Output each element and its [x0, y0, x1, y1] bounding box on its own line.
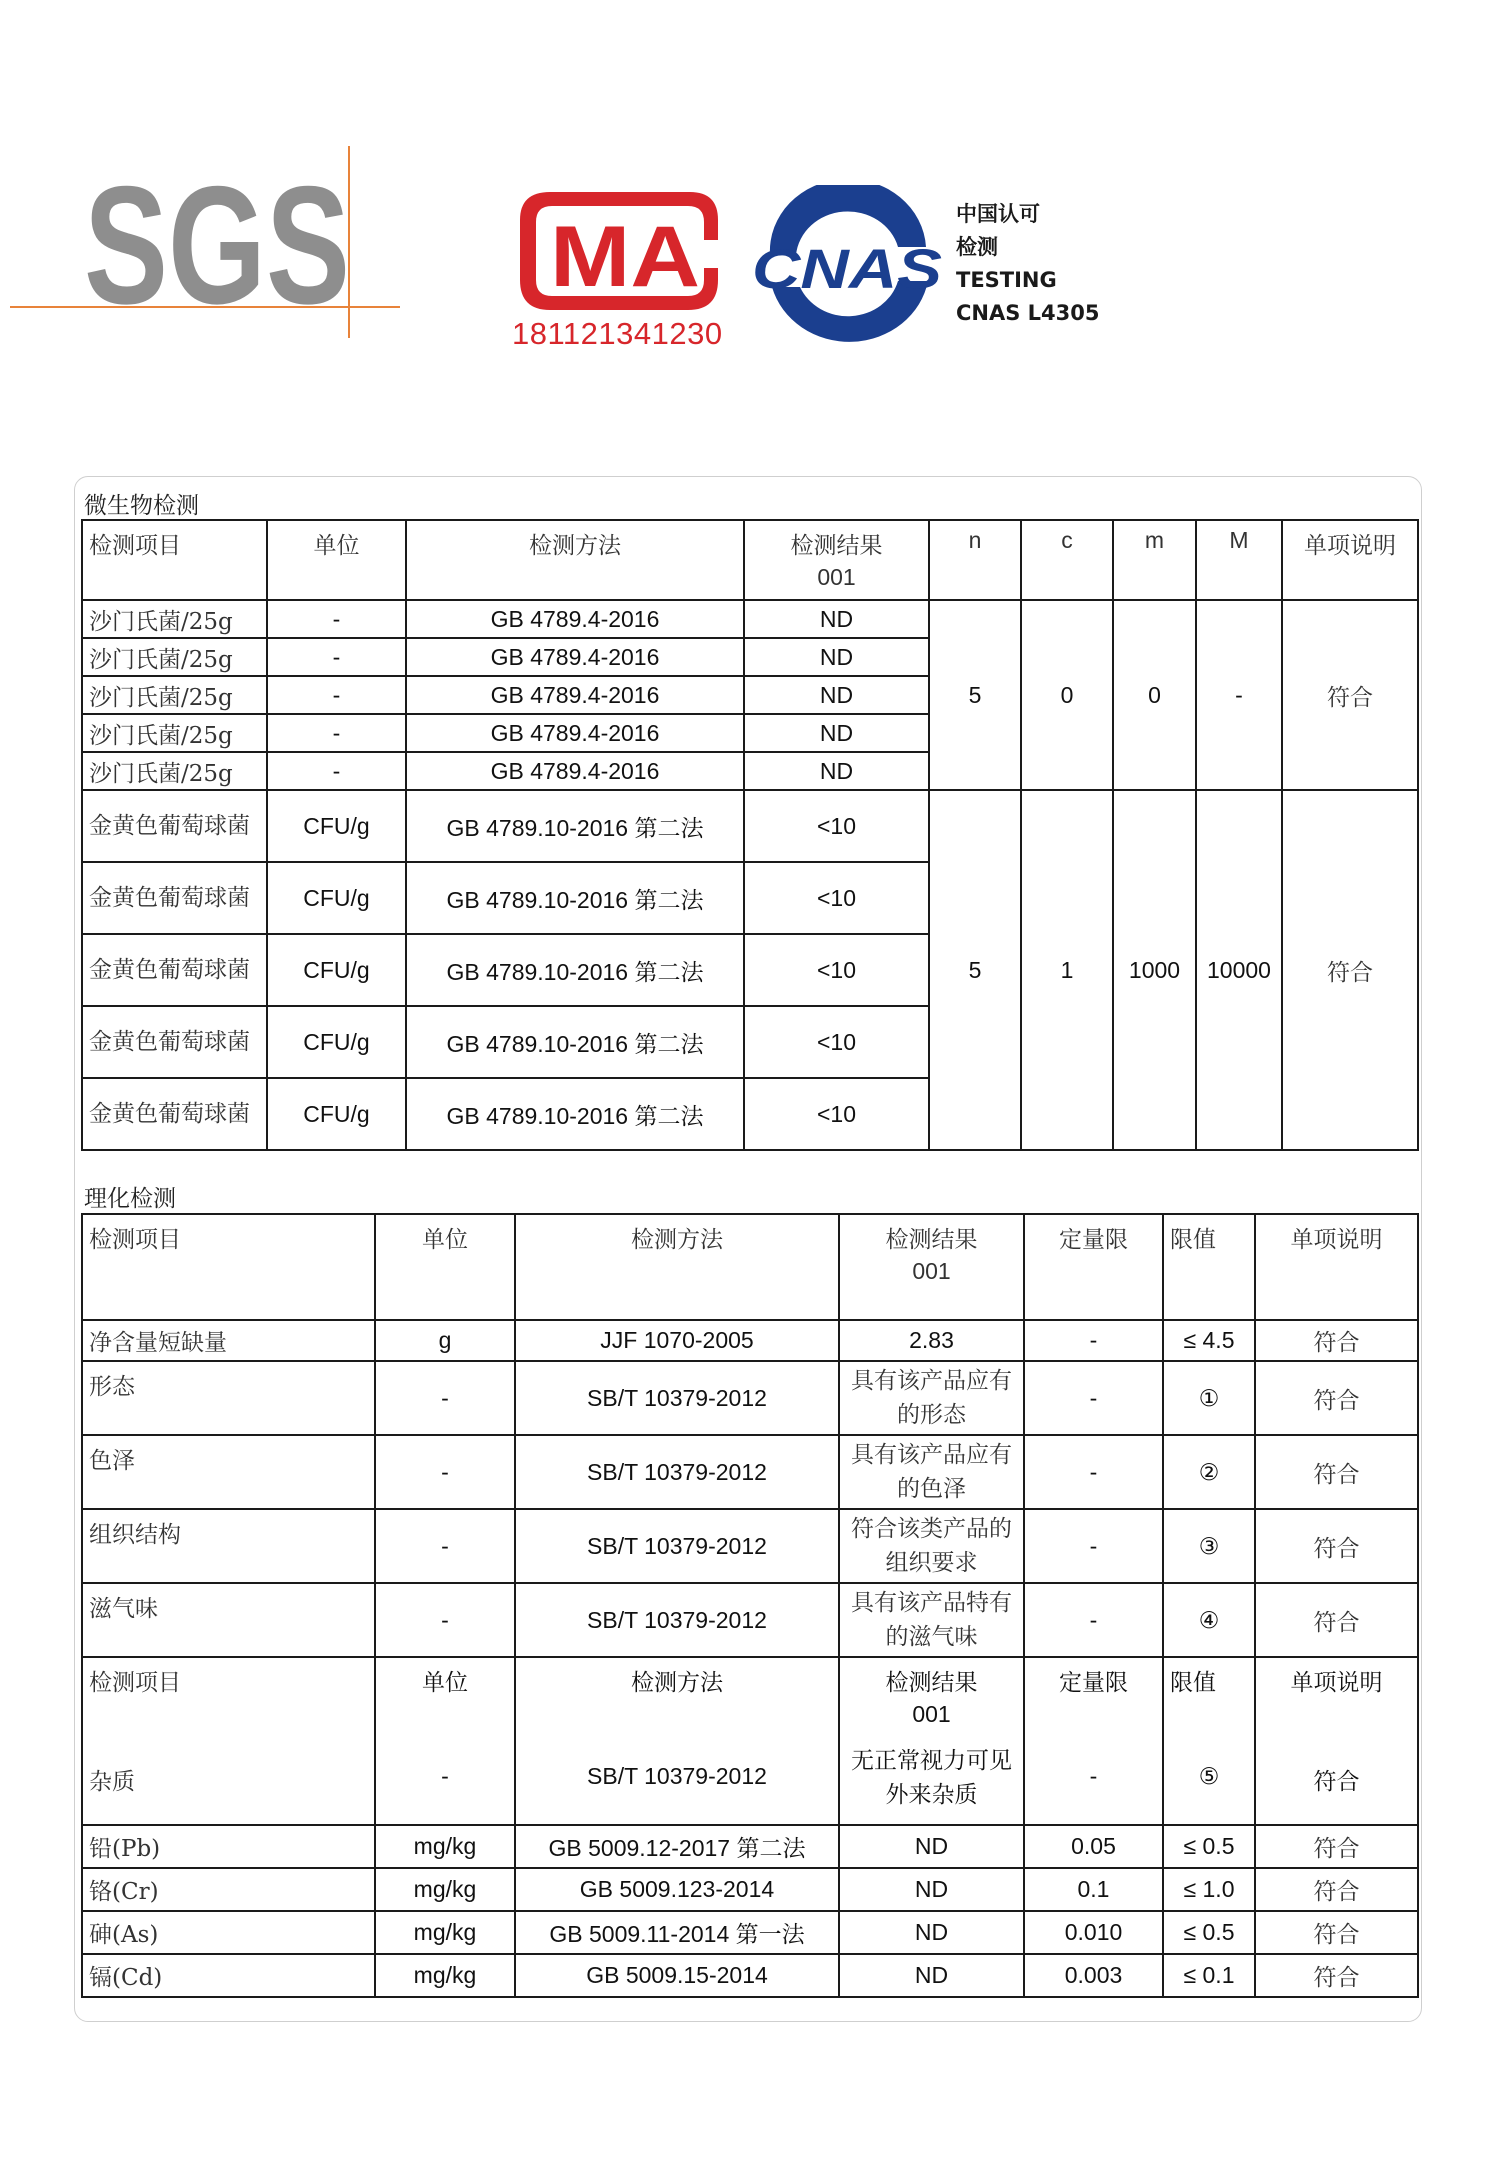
cnas-line: 中国认可	[956, 202, 1040, 226]
unit-value: -	[441, 1763, 449, 1789]
note-cell: 符合	[1255, 1583, 1418, 1657]
item-cell: 沙门氏菌/25g	[82, 752, 267, 790]
col-header: 单位	[267, 520, 406, 600]
item-cell: 金黄色葡萄球菌	[82, 790, 267, 862]
result-cell: 具有该产品应有的形态	[839, 1361, 1024, 1435]
col-header-sample: 001	[912, 1258, 951, 1284]
limit-cell: ≤ 1.0	[1163, 1868, 1255, 1911]
unit-cell: -	[375, 1435, 515, 1509]
m-cell: 1000	[1113, 790, 1196, 1150]
item-cell: 铅(Pb)	[82, 1825, 375, 1868]
limit-value: ⑤	[1198, 1763, 1220, 1789]
unit-cell: CFU/g	[267, 1078, 406, 1150]
result-cell: <10	[744, 1006, 929, 1078]
loq-cell: -	[1024, 1583, 1163, 1657]
col-header: m	[1113, 520, 1196, 600]
col-header: M	[1196, 520, 1282, 600]
cnas-text	[956, 198, 1100, 330]
loq-cell: 0.010	[1024, 1911, 1163, 1954]
result-cell: 符合该类产品的组织要求	[839, 1509, 1024, 1583]
m-cell: 0	[1113, 600, 1196, 790]
c-cell: 1	[1021, 790, 1113, 1150]
limit-cell: ①	[1163, 1361, 1255, 1435]
col-header-result	[839, 1214, 1024, 1320]
cnas-logo-text: CNAS	[752, 237, 942, 300]
limit-cell: ≤ 0.5	[1163, 1911, 1255, 1954]
item-cell: 沙门氏菌/25g	[82, 714, 267, 752]
col-header: 检测方法	[406, 520, 744, 600]
table-row	[82, 1509, 1418, 1583]
unit-cell: mg/kg	[375, 1954, 515, 1997]
col-header: 检测结果	[885, 1227, 978, 1253]
result-cell: ND	[839, 1954, 1024, 1997]
item-cell: 沙门氏菌/25g	[82, 600, 267, 638]
cnas-logo	[748, 185, 948, 345]
table-row	[82, 1911, 1418, 1954]
item-cell: 砷(As)	[82, 1911, 375, 1954]
method-cell: SB/T 10379-2012	[515, 1509, 839, 1583]
item-cell: 金黄色葡萄球菌	[82, 934, 267, 1006]
sgs-logo	[0, 140, 420, 350]
method-cell: GB 4789.4-2016	[406, 676, 744, 714]
unit-cell: -	[375, 1361, 515, 1435]
unit-cell: -	[267, 752, 406, 790]
phys-section-title: 理化检测	[84, 1186, 176, 1212]
method-cell: SB/T 10379-2012	[515, 1435, 839, 1509]
unit-cell: -	[375, 1583, 515, 1657]
col-header: 单位	[422, 1669, 468, 1695]
table-row	[82, 790, 1418, 862]
method-value: SB/T 10379-2012	[587, 1763, 767, 1789]
c-cell: 0	[1021, 600, 1113, 790]
phys-table	[81, 1213, 1419, 1998]
loq-cell	[1024, 1657, 1163, 1825]
unit-cell: CFU/g	[267, 862, 406, 934]
sgs-logo-text: SGS	[84, 151, 350, 339]
note-cell: 符合	[1255, 1954, 1418, 1997]
col-header: c	[1021, 520, 1113, 600]
note-cell: 符合	[1255, 1320, 1418, 1361]
method-cell: GB 4789.10-2016 第二法	[406, 790, 744, 862]
method-cell: GB 4789.10-2016 第二法	[406, 862, 744, 934]
col-header: 定量限	[1024, 1214, 1163, 1320]
method-cell: GB 4789.10-2016 第二法	[406, 1078, 744, 1150]
limit-cell: ③	[1163, 1509, 1255, 1583]
note-cell: 符合	[1255, 1868, 1418, 1911]
method-cell: JJF 1070-2005	[515, 1320, 839, 1361]
cma-number: 181121341230	[512, 316, 723, 351]
unit-cell: -	[267, 638, 406, 676]
item-cell: 金黄色葡萄球菌	[82, 862, 267, 934]
result-cell: 具有该产品应有的色泽	[839, 1435, 1024, 1509]
result-cell: <10	[744, 790, 929, 862]
loq-cell: -	[1024, 1435, 1163, 1509]
item-cell: 形态	[82, 1361, 375, 1435]
col-header: n	[929, 520, 1021, 600]
method-cell: SB/T 10379-2012	[515, 1583, 839, 1657]
col-header: 单项说明	[1282, 520, 1418, 600]
result-cell: ND	[839, 1825, 1024, 1868]
note-cell: 符合	[1255, 1435, 1418, 1509]
result-cell: ND	[839, 1868, 1024, 1911]
table-row	[82, 1825, 1418, 1868]
result-cell: <10	[744, 934, 929, 1006]
table-row	[82, 1583, 1418, 1657]
result-cell: <10	[744, 862, 929, 934]
col-header: 单项说明	[1290, 1670, 1383, 1696]
M-cell: 10000	[1196, 790, 1282, 1150]
table-row	[82, 600, 1418, 638]
method-cell: GB 5009.11-2014 第一法	[515, 1911, 839, 1954]
M-cell: -	[1196, 600, 1282, 790]
unit-cell: -	[375, 1509, 515, 1583]
result-cell: ND	[744, 638, 929, 676]
col-header: 检测结果	[885, 1669, 978, 1695]
col-header: 限值	[1163, 1214, 1255, 1320]
col-header: 检测项目	[82, 520, 267, 600]
item-label: 杂质	[89, 1769, 135, 1795]
unit-cell: -	[267, 714, 406, 752]
item-cell: 沙门氏菌/25g	[82, 638, 267, 676]
micro-section-title: 微生物检测	[84, 493, 199, 519]
unit-cell: -	[267, 676, 406, 714]
limit-cell: ≤ 4.5	[1163, 1320, 1255, 1361]
unit-cell: CFU/g	[267, 790, 406, 862]
method-cell	[515, 1657, 839, 1825]
limit-cell: ≤ 0.1	[1163, 1954, 1255, 1997]
col-header: 检测方法	[631, 1669, 723, 1695]
method-cell: GB 4789.4-2016	[406, 714, 744, 752]
note-cell: 符合	[1282, 600, 1418, 790]
phys-header-row	[82, 1214, 1418, 1320]
item-cell: 铬(Cr)	[82, 1868, 375, 1911]
n-cell: 5	[929, 600, 1021, 790]
col-header: 定量限	[1059, 1670, 1128, 1696]
result-cell: <10	[744, 1078, 929, 1150]
method-cell: GB 4789.4-2016	[406, 638, 744, 676]
method-cell: GB 5009.15-2014	[515, 1954, 839, 1997]
unit-cell: mg/kg	[375, 1868, 515, 1911]
note-cell	[1255, 1657, 1418, 1825]
note-value: 符合	[1313, 1769, 1360, 1795]
logo-header	[0, 0, 1500, 400]
loq-cell: 0.003	[1024, 1954, 1163, 1997]
limit-cell: ≤ 0.5	[1163, 1825, 1255, 1868]
item-cell: 镉(Cd)	[82, 1954, 375, 1997]
item-cell: 色泽	[82, 1435, 375, 1509]
method-cell: SB/T 10379-2012	[515, 1361, 839, 1435]
col-header: 单项说明	[1255, 1214, 1418, 1320]
result-value: 无正常视力可见外来杂质	[851, 1748, 1012, 1808]
table-row	[82, 1361, 1418, 1435]
cma-logo	[510, 180, 730, 320]
result-cell: ND	[744, 676, 929, 714]
col-header-sample: 001	[817, 564, 856, 590]
unit-cell: mg/kg	[375, 1825, 515, 1868]
limit-cell: ②	[1163, 1435, 1255, 1509]
col-header: 限值	[1170, 1670, 1216, 1696]
table-row	[82, 1657, 1418, 1825]
loq-cell: 0.05	[1024, 1825, 1163, 1868]
cnas-line: CNAS L4305	[956, 301, 1100, 325]
unit-cell	[375, 1657, 515, 1825]
loq-cell: -	[1024, 1320, 1163, 1361]
method-cell: GB 5009.12-2017 第二法	[515, 1825, 839, 1868]
limit-cell	[1163, 1657, 1255, 1825]
note-cell: 符合	[1255, 1825, 1418, 1868]
item-cell: 组织结构	[82, 1509, 375, 1583]
unit-cell: mg/kg	[375, 1911, 515, 1954]
result-cell: ND	[744, 600, 929, 638]
table-row	[82, 1954, 1418, 1997]
result-cell: 2.83	[839, 1320, 1024, 1361]
col-header: 检测项目	[82, 1214, 375, 1320]
table-row	[82, 1868, 1418, 1911]
cnas-line: 检测	[956, 235, 998, 259]
result-cell	[839, 1657, 1024, 1825]
micro-header-row	[82, 520, 1418, 600]
table-row	[82, 1435, 1418, 1509]
method-cell: GB 4789.10-2016 第二法	[406, 1006, 744, 1078]
note-cell: 符合	[1255, 1361, 1418, 1435]
item-cell: 金黄色葡萄球菌	[82, 1006, 267, 1078]
item-cell: 滋气味	[82, 1583, 375, 1657]
loq-cell: -	[1024, 1509, 1163, 1583]
micro-table	[81, 519, 1419, 1151]
col-header-sample: 001	[912, 1701, 951, 1727]
result-cell: ND	[839, 1911, 1024, 1954]
loq-cell: -	[1024, 1361, 1163, 1435]
item-cell: 沙门氏菌/25g	[82, 676, 267, 714]
loq-cell: 0.1	[1024, 1868, 1163, 1911]
table-row	[82, 1320, 1418, 1361]
unit-cell: -	[267, 600, 406, 638]
method-cell: GB 4789.10-2016 第二法	[406, 934, 744, 1006]
col-header: 检测结果	[790, 533, 883, 559]
unit-cell: CFU/g	[267, 1006, 406, 1078]
unit-cell: g	[375, 1320, 515, 1361]
result-cell: 具有该产品特有的滋气味	[839, 1583, 1024, 1657]
item-cell: 金黄色葡萄球菌	[82, 1078, 267, 1150]
note-cell: 符合	[1282, 790, 1418, 1150]
loq-value: -	[1089, 1763, 1098, 1789]
method-cell: GB 4789.4-2016	[406, 600, 744, 638]
n-cell: 5	[929, 790, 1021, 1150]
unit-cell: CFU/g	[267, 934, 406, 1006]
item-cell	[82, 1657, 375, 1825]
cma-logo-text: MA	[550, 209, 700, 305]
method-cell: GB 4789.4-2016	[406, 752, 744, 790]
method-cell: GB 5009.123-2014	[515, 1868, 839, 1911]
col-header: 检测方法	[515, 1214, 839, 1320]
result-cell: ND	[744, 752, 929, 790]
col-header-result	[744, 520, 929, 600]
item-cell: 净含量短缺量	[82, 1320, 375, 1361]
result-cell: ND	[744, 714, 929, 752]
note-cell: 符合	[1255, 1911, 1418, 1954]
col-header: 检测项目	[89, 1670, 181, 1696]
limit-cell: ④	[1163, 1583, 1255, 1657]
col-header: 单位	[375, 1214, 515, 1320]
cnas-line: TESTING	[956, 268, 1057, 292]
note-cell: 符合	[1255, 1509, 1418, 1583]
